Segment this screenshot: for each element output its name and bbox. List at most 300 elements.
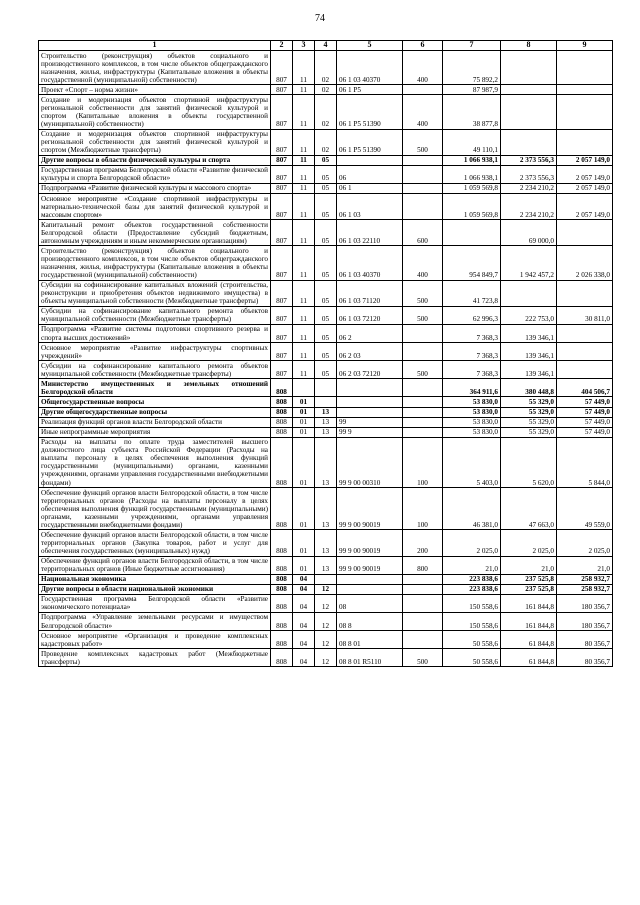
admin-code: 807 [271,194,293,220]
amount-year-2 [501,280,557,306]
table-row [39,397,613,407]
item-name: Субсидии на софинансирование капитального ремонта объектов муниципальной собственности (Межбюджетные трансферты) [39,361,271,379]
admin-code: 808 [271,594,293,612]
target-article-code [337,397,403,407]
item-name: Подпрограмма «Развитие физической культуры и массового спорта» [39,183,271,193]
table-row [39,574,613,584]
page-number: 74 [315,13,325,24]
target-article-code: 99 9 [337,427,403,437]
subsection-code: 02 [315,85,337,95]
target-article-code: 08 8 01 [337,631,403,649]
amount-year-3: 180 356,7 [557,594,613,612]
expense-type-code [403,594,443,612]
expense-type-code [403,584,443,594]
admin-code: 807 [271,361,293,379]
amount-year-3 [557,324,613,342]
amount-year-2: 139 346,1 [501,324,557,342]
section-code: 04 [293,574,315,584]
table-row [39,427,613,437]
amount-year-1: 75 892,2 [443,51,501,85]
subsection-code: 05 [315,324,337,342]
item-name: Основное мероприятие «Создание спортивной инфраструктуры и материально-технической базы для занятий физической культурой и массовым спортом» [39,194,271,220]
amount-year-3 [557,361,613,379]
admin-code: 807 [271,343,293,361]
section-code: 04 [293,594,315,612]
amount-year-3: 57 449,0 [557,407,613,417]
target-article-code: 06 1 P5 51390 [337,129,403,155]
amount-year-3: 57 449,0 [557,397,613,407]
subsection-code [315,379,337,397]
subsection-code: 02 [315,129,337,155]
amount-year-3 [557,95,613,129]
subsection-code: 13 [315,556,337,574]
header-cell: 9 [557,41,613,51]
amount-year-2: 2 373 556,3 [501,165,557,183]
table-row [39,129,613,155]
amount-year-1: 7 368,3 [443,324,501,342]
subsection-code: 05 [315,194,337,220]
amount-year-3 [557,343,613,361]
subsection-code [315,397,337,407]
header-cell: 8 [501,41,557,51]
amount-year-1: 53 830,0 [443,427,501,437]
amount-year-3: 57 449,0 [557,427,613,437]
amount-year-1: 49 110,1 [443,129,501,155]
admin-code: 807 [271,183,293,193]
item-name: Проведение комплексных кадастровых работ (Межбюджетные трансферты) [39,649,271,667]
item-name: Другие вопросы в области национальной экономики [39,584,271,594]
subsection-code: 05 [315,165,337,183]
amount-year-1: 62 996,3 [443,306,501,324]
expense-type-code [403,407,443,417]
target-article-code: 99 9 00 90019 [337,530,403,556]
target-article-code [337,584,403,594]
amount-year-3: 80 356,7 [557,649,613,667]
table-row [39,155,613,165]
target-article-code [337,155,403,165]
expense-type-code: 500 [403,306,443,324]
admin-code: 808 [271,530,293,556]
amount-year-1: 1 059 569,8 [443,183,501,193]
amount-year-2: 47 663,0 [501,488,557,530]
target-article-code [337,574,403,584]
section-code: 11 [293,129,315,155]
amount-year-3 [557,220,613,246]
table-row [39,194,613,220]
subsection-code: 05 [315,280,337,306]
table-row [39,95,613,129]
section-code [293,379,315,397]
amount-year-3: 2 057 149,0 [557,165,613,183]
item-name: Обеспечение функций органов власти Белгородской области, в том числе территориальных органов (Расходы на выплаты персоналу в целях обеспечения выполнения функций государственными (муниципальными) органами, казенными учреждениями, органами управления государственными внебюджетными фондами) [39,488,271,530]
table-row [39,85,613,95]
admin-code: 807 [271,165,293,183]
section-code: 01 [293,437,315,487]
amount-year-3 [557,280,613,306]
expense-type-code [403,194,443,220]
admin-code: 808 [271,437,293,487]
table-row [39,324,613,342]
amount-year-3: 30 811,0 [557,306,613,324]
section-code: 11 [293,361,315,379]
amount-year-1: 53 830,0 [443,407,501,417]
amount-year-2: 139 346,1 [501,361,557,379]
amount-year-2: 2 234 210,2 [501,194,557,220]
subsection-code: 13 [315,488,337,530]
target-article-code: 08 8 01 R5110 [337,649,403,667]
section-code: 11 [293,220,315,246]
admin-code: 807 [271,95,293,129]
budget-table [38,40,613,667]
amount-year-2: 55 329,0 [501,407,557,417]
amount-year-3: 5 844,0 [557,437,613,487]
item-name: Общегосударственные вопросы [39,397,271,407]
subsection-code: 13 [315,530,337,556]
header-cell: 6 [403,41,443,51]
target-article-code: 06 2 03 [337,343,403,361]
target-article-code: 06 [337,165,403,183]
table-row [39,612,613,630]
subsection-code: 02 [315,95,337,129]
header-cell: 7 [443,41,501,51]
amount-year-2: 55 329,0 [501,417,557,427]
amount-year-1: 1 066 938,1 [443,155,501,165]
subsection-code: 13 [315,407,337,417]
amount-year-2: 237 525,8 [501,574,557,584]
item-name: Субсидии на софинансирование капитального ремонта объектов муниципальной собственности (Межбюджетные трансферты) [39,306,271,324]
target-article-code: 06 2 [337,324,403,342]
section-code: 01 [293,530,315,556]
section-code: 04 [293,612,315,630]
target-article-code: 06 1 P5 51390 [337,95,403,129]
section-code: 11 [293,343,315,361]
section-code: 01 [293,488,315,530]
expense-type-code: 400 [403,246,443,280]
subsection-code: 12 [315,584,337,594]
item-name: Создание и модернизация объектов спортивной инфраструктуры региональной собственности для занятий физической культурой и спортом (Капитальные вложения в объекты государственной (муниципальной) собственности) [39,95,271,129]
amount-year-3: 57 449,0 [557,417,613,427]
amount-year-2: 237 525,8 [501,584,557,594]
table-row [39,584,613,594]
amount-year-2: 380 448,8 [501,379,557,397]
subsection-code: 05 [315,246,337,280]
table-row [39,306,613,324]
table-row [39,649,613,667]
admin-code: 808 [271,397,293,407]
subsection-code: 05 [315,183,337,193]
section-code: 01 [293,417,315,427]
admin-code: 807 [271,306,293,324]
expense-type-code: 100 [403,437,443,487]
header-row [39,41,613,51]
header-cell: 4 [315,41,337,51]
amount-year-1: 87 987,9 [443,85,501,95]
subsection-code: 12 [315,631,337,649]
item-name: Обеспечение функций органов власти Белгородской области, в том числе территориальных органов (Закупка товаров, работ и услуг для обеспечения государственных (муниципальных) нужд) [39,530,271,556]
item-name: Основное мероприятие «Организация и проведение комплексных кадастровых работ» [39,631,271,649]
amount-year-1: 150 558,6 [443,612,501,630]
item-name: Другие вопросы в области физической культуры и спорта [39,155,271,165]
amount-year-2: 2 373 556,3 [501,155,557,165]
expense-type-code: 500 [403,129,443,155]
subsection-code: 05 [315,343,337,361]
amount-year-3 [557,85,613,95]
table-row [39,407,613,417]
admin-code: 808 [271,407,293,417]
amount-year-2: 5 620,0 [501,437,557,487]
amount-year-3: 80 356,7 [557,631,613,649]
section-code: 01 [293,427,315,437]
admin-code: 807 [271,51,293,85]
table-row [39,361,613,379]
amount-year-1: 53 830,0 [443,417,501,427]
expense-type-code: 100 [403,488,443,530]
subsection-code: 12 [315,612,337,630]
subsection-code: 13 [315,437,337,487]
amount-year-2 [501,51,557,85]
admin-code: 807 [271,246,293,280]
amount-year-2 [501,95,557,129]
section-code: 11 [293,85,315,95]
amount-year-2 [501,85,557,95]
amount-year-2: 55 329,0 [501,397,557,407]
amount-year-1: 2 025,0 [443,530,501,556]
admin-code: 807 [271,280,293,306]
target-article-code: 06 1 03 71120 [337,280,403,306]
subsection-code [315,574,337,584]
admin-code: 808 [271,649,293,667]
admin-code: 808 [271,631,293,649]
expense-type-code: 800 [403,556,443,574]
expense-type-code: 600 [403,220,443,246]
table-row [39,488,613,530]
section-code: 11 [293,51,315,85]
amount-year-1: 364 911,6 [443,379,501,397]
target-article-code: 99 [337,417,403,427]
amount-year-3: 258 932,7 [557,584,613,594]
expense-type-code [403,165,443,183]
section-code: 04 [293,584,315,594]
target-article-code: 99 9 00 90019 [337,488,403,530]
header-cell: 3 [293,41,315,51]
expense-type-code [403,612,443,630]
amount-year-1: 21,0 [443,556,501,574]
header-cell: 1 [39,41,271,51]
section-code: 11 [293,280,315,306]
table-row [39,343,613,361]
target-article-code: 06 1 [337,183,403,193]
target-article-code [337,379,403,397]
table-row [39,594,613,612]
expense-type-code: 500 [403,361,443,379]
target-article-code: 06 2 03 72120 [337,361,403,379]
amount-year-2: 139 346,1 [501,343,557,361]
expense-type-code [403,631,443,649]
expense-type-code [403,343,443,361]
amount-year-1: 50 558,6 [443,631,501,649]
amount-year-3: 2 057 149,0 [557,194,613,220]
subsection-code: 02 [315,51,337,85]
subsection-code: 12 [315,594,337,612]
table-row [39,246,613,280]
admin-code: 807 [271,85,293,95]
amount-year-2: 61 844,8 [501,649,557,667]
subsection-code: 12 [315,649,337,667]
admin-code: 808 [271,574,293,584]
amount-year-2: 161 844,8 [501,612,557,630]
amount-year-1: 1 059 569,8 [443,194,501,220]
amount-year-2: 55 329,0 [501,427,557,437]
item-name: Государственная программа Белгородской области «Развитие физической культуры и спорта Белгородской области» [39,165,271,183]
item-name: Обеспечение функций органов власти Белгородской области, в том числе территориальных органов (Иные бюджетные ассигнования) [39,556,271,574]
admin-code: 808 [271,584,293,594]
target-article-code: 06 1 03 40370 [337,51,403,85]
expense-type-code [403,397,443,407]
item-name: Строительство (реконструкция) объектов социального и производственного комплексов, в том числе объектов общегражданского назначения, жилья, инфраструктуры (Капитальные вложения в объекты государственной (муниципальной) собственности) [39,246,271,280]
admin-code: 808 [271,379,293,397]
admin-code: 807 [271,220,293,246]
admin-code: 808 [271,612,293,630]
amount-year-3: 49 559,0 [557,488,613,530]
subsection-code: 05 [315,220,337,246]
section-code: 11 [293,194,315,220]
amount-year-2: 61 844,8 [501,631,557,649]
target-article-code: 06 1 P5 [337,85,403,95]
item-name: Министерство имущественных и земельных отношений Белгородской области [39,379,271,397]
item-name: Национальная экономика [39,574,271,584]
amount-year-3: 2 057 149,0 [557,155,613,165]
table-row [39,183,613,193]
item-name: Подпрограмма «Развитие системы подготовки спортивного резерва и спорта высших достижений» [39,324,271,342]
amount-year-3: 2 025,0 [557,530,613,556]
table-row [39,417,613,427]
admin-code: 807 [271,324,293,342]
expense-type-code: 500 [403,649,443,667]
amount-year-3: 180 356,7 [557,612,613,630]
target-article-code: 06 1 03 40370 [337,246,403,280]
table-row [39,165,613,183]
amount-year-1: 1 066 938,1 [443,165,501,183]
amount-year-2: 2 025,0 [501,530,557,556]
section-code: 04 [293,631,315,649]
expense-type-code: 400 [403,95,443,129]
amount-year-1: 954 849,7 [443,246,501,280]
expense-type-code [403,574,443,584]
section-code: 01 [293,407,315,417]
admin-code: 808 [271,417,293,427]
expense-type-code: 400 [403,51,443,85]
amount-year-3 [557,51,613,85]
item-name: Создание и модернизация объектов спортивной инфраструктуры региональной собственности для занятий физической культурой и спортом (Межбюджетные трансферты) [39,129,271,155]
amount-year-2: 21,0 [501,556,557,574]
amount-year-1: 53 830,0 [443,397,501,407]
expense-type-code: 500 [403,280,443,306]
section-code: 01 [293,556,315,574]
item-name: Государственная программа Белгородской области «Развитие экономического потенциала» [39,594,271,612]
amount-year-3 [557,129,613,155]
expense-type-code [403,324,443,342]
expense-type-code [403,427,443,437]
subsection-code: 05 [315,155,337,165]
expense-type-code [403,379,443,397]
item-name: Иные непрограммные мероприятия [39,427,271,437]
target-article-code: 99 9 00 90019 [337,556,403,574]
section-code: 01 [293,397,315,407]
expense-type-code [403,85,443,95]
amount-year-1: 50 558,6 [443,649,501,667]
amount-year-1: 223 838,6 [443,574,501,584]
target-article-code: 08 [337,594,403,612]
amount-year-1: 7 368,3 [443,343,501,361]
section-code: 11 [293,165,315,183]
subsection-code: 13 [315,417,337,427]
table-row [39,280,613,306]
item-name: Реализация функций органов власти Белгородской области [39,417,271,427]
amount-year-1: 46 381,0 [443,488,501,530]
section-code: 11 [293,324,315,342]
item-name: Расходы на выплаты по оплате труда заместителей высшего должностного лица субъекта Российской Федерации (Расходы на выплаты персоналу в целях обеспечения выполнения функций государственными (муниципальными) органами, казенными учреждениями, органами управления государственными внебюджетными фондами) [39,437,271,487]
section-code: 04 [293,649,315,667]
expense-type-code [403,155,443,165]
table-row [39,379,613,397]
section-code: 11 [293,95,315,129]
target-article-code: 06 1 03 22110 [337,220,403,246]
amount-year-1: 223 838,6 [443,584,501,594]
amount-year-1 [443,220,501,246]
amount-year-2: 69 000,0 [501,220,557,246]
header-cell: 2 [271,41,293,51]
table-row [39,437,613,487]
target-article-code: 08 8 [337,612,403,630]
amount-year-2: 222 753,0 [501,306,557,324]
table-row [39,51,613,85]
section-code: 11 [293,246,315,280]
target-article-code: 06 1 03 [337,194,403,220]
amount-year-1: 5 403,0 [443,437,501,487]
subsection-code: 13 [315,427,337,437]
expense-type-code [403,417,443,427]
item-name: Субсидии на софинансирование капитальных вложений (строительства, реконструкции и приобретения объектов недвижимого имущества) в объекты муниципальной собственности (Межбюджетные трансферты) [39,280,271,306]
admin-code: 807 [271,155,293,165]
item-name: Другие общегосударственные вопросы [39,407,271,417]
item-name: Строительство (реконструкция) объектов социального и производственного комплексов, в том числе объектов общегражданского назначения, жилья, инфраструктуры (Капитальные вложения в объекты государственной (муниципальной) собственности) [39,51,271,85]
target-article-code [337,407,403,417]
amount-year-2: 161 844,8 [501,594,557,612]
amount-year-2: 1 942 457,2 [501,246,557,280]
amount-year-3: 2 026 338,0 [557,246,613,280]
amount-year-3: 21,0 [557,556,613,574]
item-name: Подпрограмма «Управление земельными ресурсами и имуществом Белгородской области» [39,612,271,630]
amount-year-1: 150 558,6 [443,594,501,612]
expense-type-code: 200 [403,530,443,556]
amount-year-1: 38 877,8 [443,95,501,129]
amount-year-3: 404 506,7 [557,379,613,397]
amount-year-2: 2 234 210,2 [501,183,557,193]
table-row [39,530,613,556]
item-name: Проект «Спорт – норма жизни» [39,85,271,95]
section-code: 11 [293,155,315,165]
target-article-code: 06 1 03 72120 [337,306,403,324]
admin-code: 808 [271,427,293,437]
table-row [39,220,613,246]
table-row [39,631,613,649]
amount-year-3: 2 057 149,0 [557,183,613,193]
table-body [39,51,613,667]
amount-year-1: 7 368,3 [443,361,501,379]
amount-year-1: 41 723,8 [443,280,501,306]
header-cell: 5 [337,41,403,51]
target-article-code: 99 9 00 00310 [337,437,403,487]
